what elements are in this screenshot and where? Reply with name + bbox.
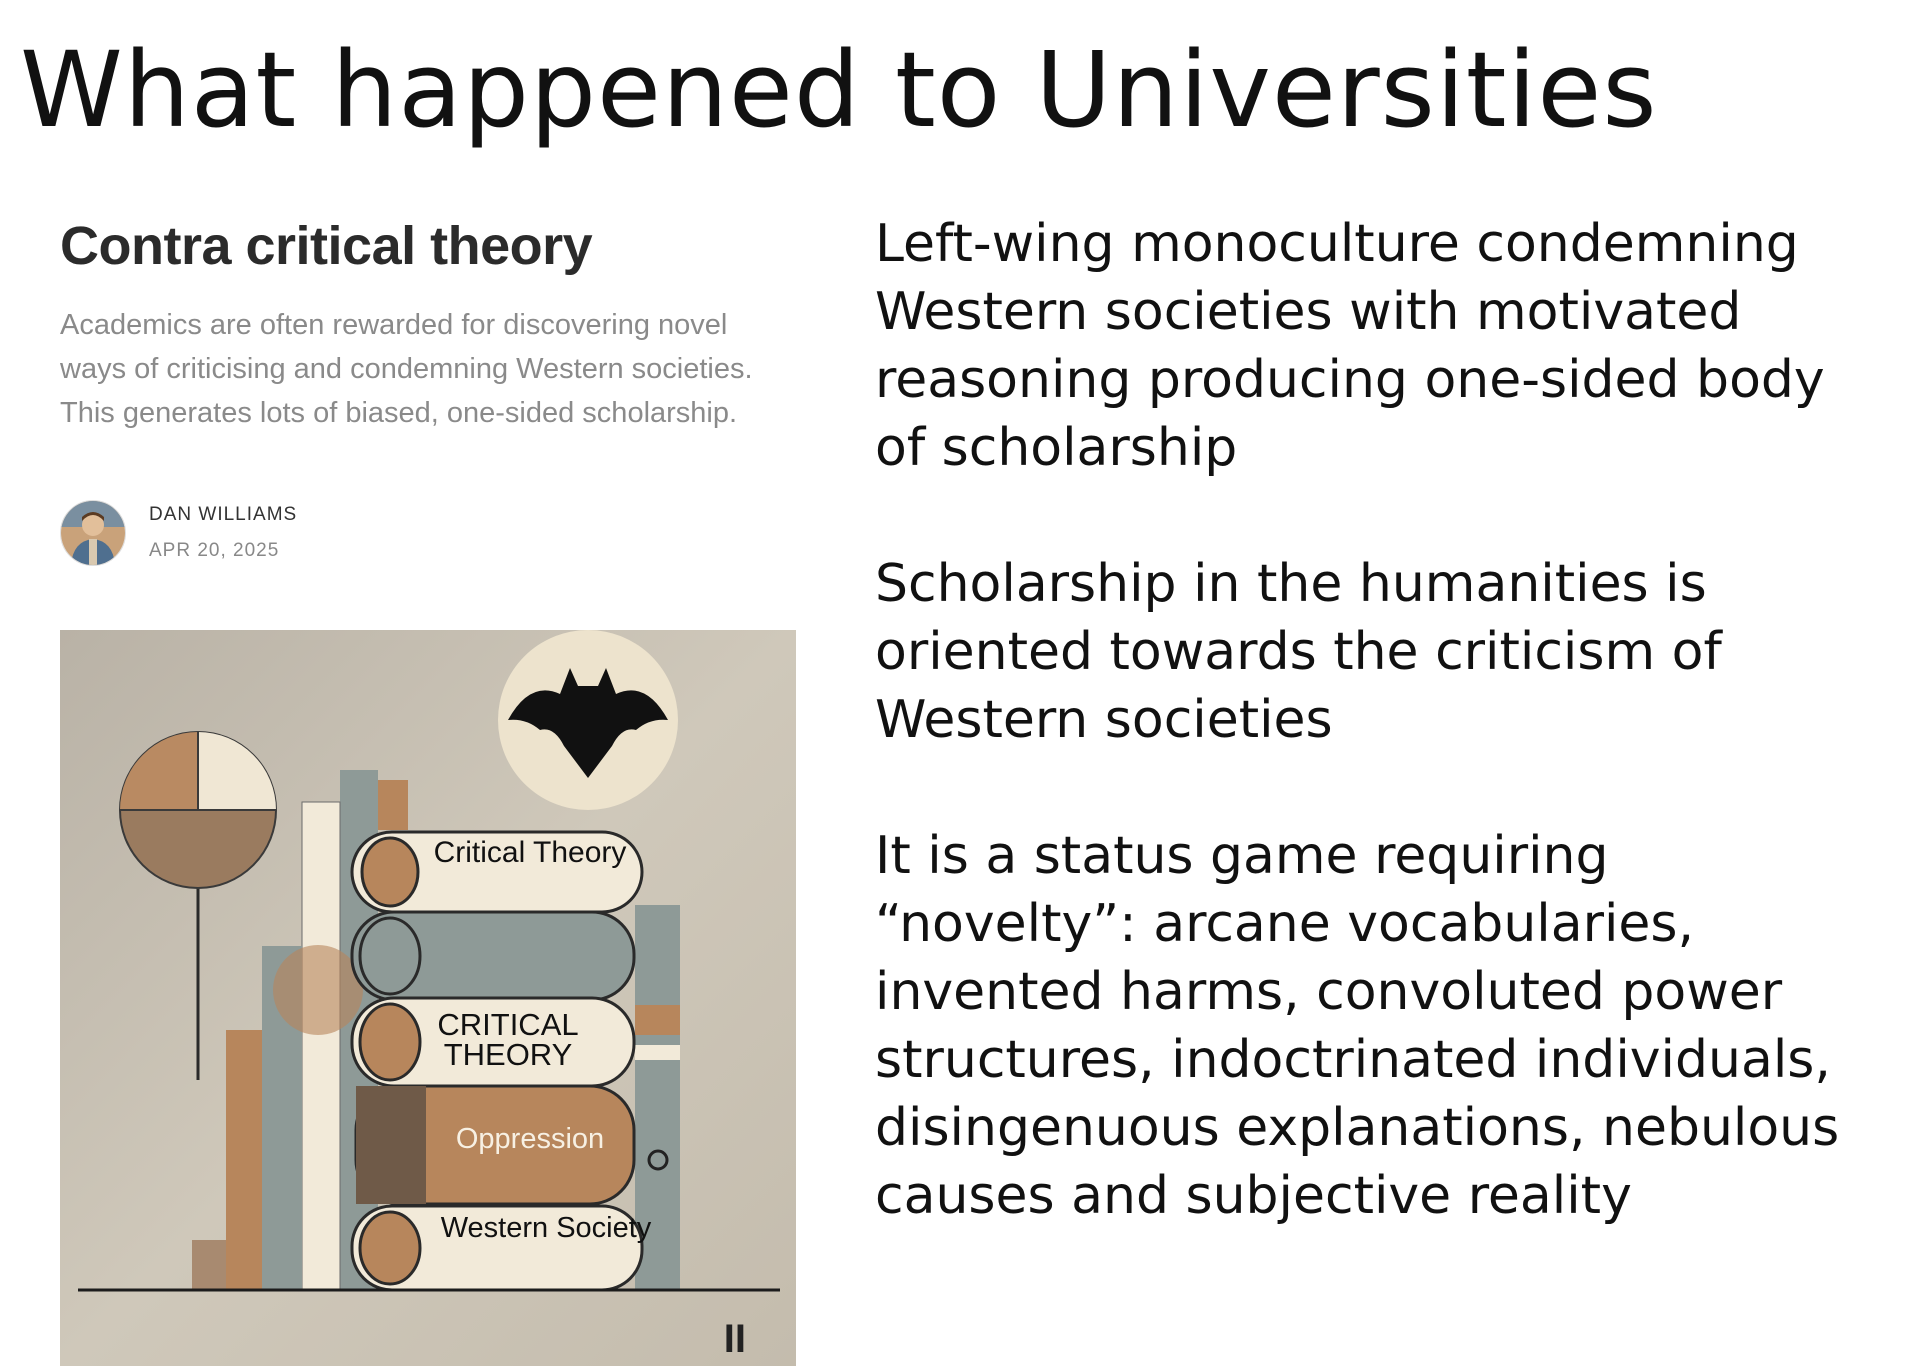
- article-title[interactable]: Contra critical theory: [60, 216, 593, 276]
- point-monoculture: Left-wing monoculture condemning Western societies with motivated reasoning producing one-sided body of scholarship: [875, 214, 1825, 478]
- avatar-portrait: [61, 501, 125, 565]
- book-western-society: [352, 1206, 652, 1290]
- book-oppression: [356, 1086, 634, 1204]
- book-critical-theory: [352, 832, 642, 912]
- book-label: THEORY: [443, 1037, 573, 1072]
- book-label: CRITICAL: [437, 1007, 579, 1042]
- book-label: Western Society: [440, 1212, 652, 1244]
- book-slate: [352, 912, 634, 1000]
- bookstack-illustration: [60, 630, 796, 1366]
- book-critical-theory-caps: [352, 998, 634, 1086]
- article-subtitle: Academics are often rewarded for discovering novel ways of criticising and condemning Western societies. This generates lots of biased, one-sided scholarship.: [60, 309, 753, 429]
- bat-symbol-icon: [498, 630, 678, 810]
- slide-title: What happened to Universities: [20, 29, 1658, 151]
- byline: [60, 500, 297, 566]
- author-avatar[interactable]: [60, 500, 126, 566]
- key-points: [875, 210, 1885, 1298]
- author-name[interactable]: DAN WILLIAMS: [149, 504, 298, 525]
- book-label: Oppression: [455, 1123, 605, 1155]
- article-illustration: [60, 630, 796, 1366]
- point-humanities: Scholarship in the humanities is oriented towards the criticism of Western societies: [875, 554, 1722, 750]
- publisher-mark: II: [723, 1317, 746, 1361]
- article-card[interactable]: [60, 215, 800, 561]
- book-label: Critical Theory: [433, 836, 627, 869]
- point-status-game: It is a status game requiring “novelty”: arcane vocabularies, invented harms, convoluted power structures, indoctrinated individuals, disingenuous explanations, nebulous causes and subjective reality: [875, 826, 1840, 1226]
- publish-date: APR 20, 2025: [149, 540, 280, 561]
